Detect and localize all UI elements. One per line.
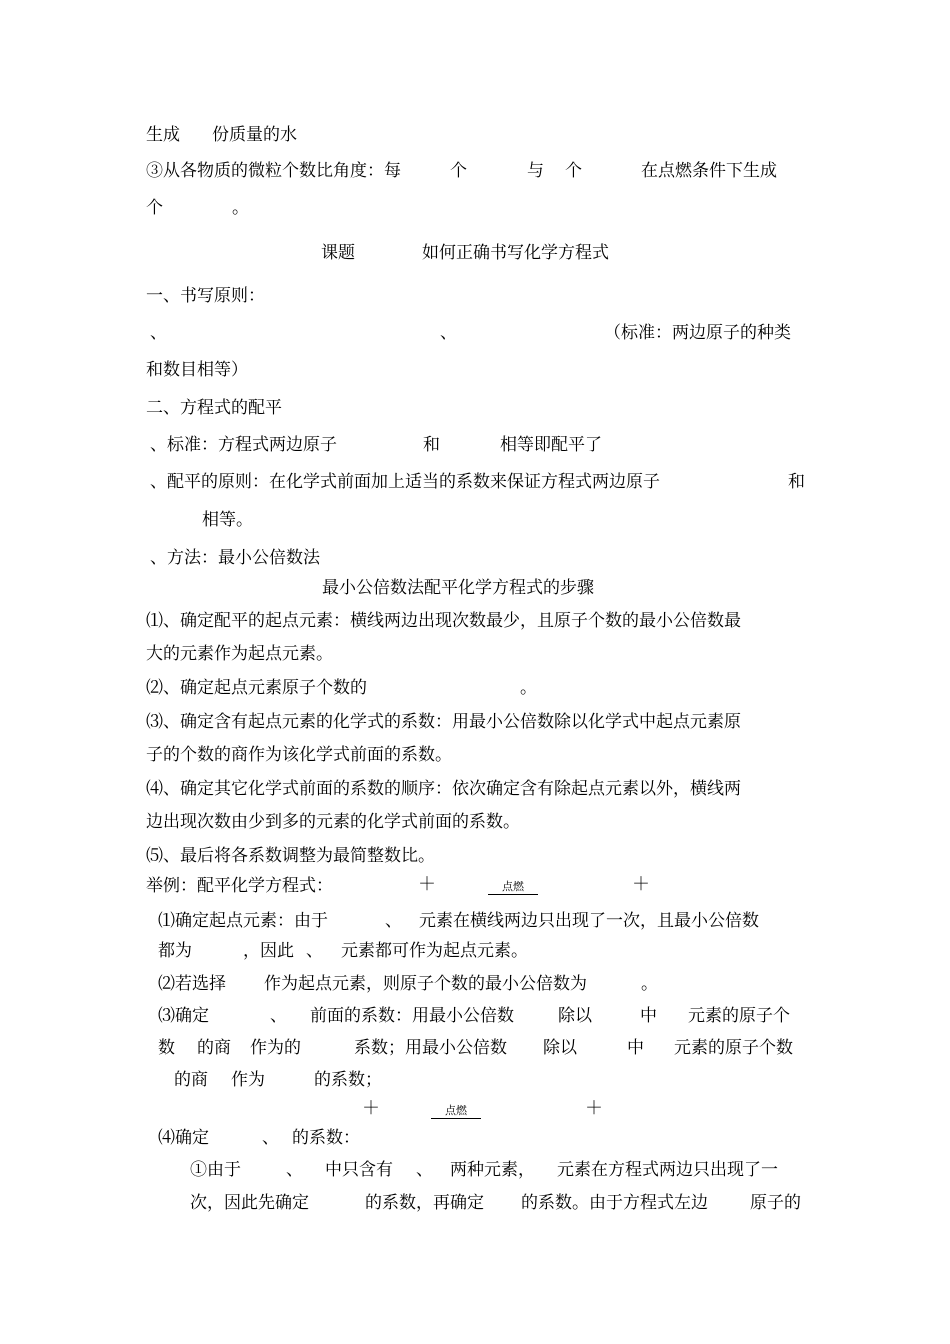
step-text: ⑸、最后将各系数调整为最简整数比。 bbox=[146, 846, 435, 866]
reaction-condition: 点燃 bbox=[431, 1105, 481, 1119]
step-text: ⑶、确定含有起点元素的化学式的系数：用最小公倍数除以化学式中起点元素原 bbox=[146, 712, 741, 732]
text-fragment: 次，因此先确定 bbox=[190, 1193, 309, 1213]
text-fragment: 、 bbox=[150, 323, 167, 343]
text-fragment: 、 bbox=[286, 1160, 303, 1180]
plus-sign: ＋ bbox=[418, 874, 436, 895]
step-text: 边出现次数由少到多的元素的化学式前面的系数。 bbox=[146, 812, 520, 832]
text-fragment: 个 bbox=[565, 161, 582, 181]
text-fragment: 作为的 bbox=[250, 1038, 301, 1058]
text-fragment: 个 bbox=[450, 161, 467, 181]
text-fragment: 中 bbox=[640, 1006, 657, 1026]
text-fragment: 和数目相等） bbox=[146, 360, 248, 380]
text-fragment: 份质量的水 bbox=[212, 125, 297, 145]
text-fragment: 的商 bbox=[197, 1038, 231, 1058]
text-fragment: 系数；用最小公倍数 bbox=[354, 1038, 507, 1058]
text-fragment: 、 bbox=[416, 1160, 433, 1180]
text-fragment: 、 bbox=[262, 1128, 279, 1148]
text-fragment: 元素在横线两边只出现了一次，且最小公倍数 bbox=[419, 911, 759, 931]
text-fragment: 。 bbox=[520, 678, 537, 698]
text-fragment: 。 bbox=[641, 974, 658, 994]
text-fragment: （标准：两边原子的种类 bbox=[604, 323, 791, 343]
text-fragment: 、 bbox=[440, 323, 457, 343]
plus-sign: ＋ bbox=[632, 874, 650, 895]
text-fragment: ⑷确定 bbox=[158, 1128, 209, 1148]
text-fragment: 和 bbox=[423, 435, 440, 455]
text-fragment: 的系数； bbox=[314, 1070, 382, 1090]
text-fragment: 中只含有 bbox=[325, 1160, 393, 1180]
text-fragment: 、 bbox=[306, 941, 323, 961]
text-fragment: 、 bbox=[385, 911, 402, 931]
steps-title: 最小公倍数法配平化学方程式的步骤 bbox=[322, 578, 594, 598]
text-fragment: ③从各物质的微粒个数比角度：每 bbox=[146, 161, 401, 181]
section-heading: 二、方程式的配平 bbox=[146, 398, 282, 418]
text-fragment: 数 bbox=[158, 1038, 175, 1058]
step-text: ⑴、确定配平的起点元素：横线两边出现次数最少，且原子个数的最小公倍数最 bbox=[146, 611, 741, 631]
plus-sign: ＋ bbox=[362, 1098, 380, 1119]
text-fragment: ⑶确定 bbox=[158, 1006, 209, 1026]
text-fragment: 和 bbox=[788, 472, 805, 492]
text-fragment: 相等。 bbox=[202, 510, 253, 530]
text-fragment: 、标准：方程式两边原子 bbox=[150, 435, 337, 455]
text-fragment: ⑴确定起点元素：由于 bbox=[158, 911, 328, 931]
lesson-title: 如何正确书写化学方程式 bbox=[422, 243, 609, 263]
section-heading: 一、书写原则： bbox=[146, 286, 265, 306]
step-text: ⑵、确定起点元素原子个数的 bbox=[146, 678, 367, 698]
text-fragment: ①由于 bbox=[190, 1160, 241, 1180]
text-fragment: 元素在方程式两边只出现了一 bbox=[557, 1160, 778, 1180]
text-fragment: 除以 bbox=[558, 1006, 592, 1026]
text-fragment: 两种元素， bbox=[450, 1160, 535, 1180]
text-fragment: 。 bbox=[232, 198, 249, 218]
text-fragment: 、配平的原则：在化学式前面加上适当的系数来保证方程式两边原子 bbox=[150, 472, 660, 492]
text-fragment: 元素都可作为起点元素。 bbox=[341, 941, 528, 961]
text-fragment: 中 bbox=[627, 1038, 644, 1058]
text-fragment: 前面的系数：用最小公倍数 bbox=[310, 1006, 514, 1026]
text-fragment: 与 bbox=[527, 161, 544, 181]
text-fragment: 的系数： bbox=[292, 1128, 360, 1148]
text-fragment: 的系数，再确定 bbox=[365, 1193, 484, 1213]
text-fragment: 原子的 bbox=[750, 1193, 801, 1213]
text-fragment: 相等即配平了 bbox=[500, 435, 602, 455]
text-fragment: 的系数。由于方程式左边 bbox=[521, 1193, 708, 1213]
text-fragment: 元素的原子个数 bbox=[674, 1038, 793, 1058]
text-fragment: 在点燃条件下生成 bbox=[641, 161, 777, 181]
reaction-condition: 点燃 bbox=[488, 881, 538, 895]
step-text: 子的个数的商作为该化学式前面的系数。 bbox=[146, 745, 452, 765]
example-label: 举例：配平化学方程式： bbox=[146, 876, 333, 896]
text-fragment: 元素的原子个 bbox=[688, 1006, 790, 1026]
step-text: 大的元素作为起点元素。 bbox=[146, 644, 333, 664]
text-fragment: 、方法：最小公倍数法 bbox=[150, 548, 320, 568]
text-fragment: 的商 bbox=[174, 1070, 208, 1090]
text-fragment: 作为起点元素，则原子个数的最小公倍数为 bbox=[264, 974, 587, 994]
lesson-label: 课题 bbox=[321, 243, 355, 263]
text-fragment: ⑵若选择 bbox=[158, 974, 226, 994]
text-fragment: ，因此 bbox=[243, 941, 294, 961]
text-fragment: 除以 bbox=[543, 1038, 577, 1058]
text-fragment: 生成 bbox=[146, 125, 180, 145]
text-fragment: 个 bbox=[146, 198, 163, 218]
text-fragment: 都为 bbox=[158, 941, 192, 961]
step-text: ⑷、确定其它化学式前面的系数的顺序：依次确定含有除起点元素以外，横线两 bbox=[146, 779, 741, 799]
text-fragment: 、 bbox=[270, 1006, 287, 1026]
plus-sign: ＋ bbox=[585, 1098, 603, 1119]
text-fragment: 作为 bbox=[231, 1070, 265, 1090]
